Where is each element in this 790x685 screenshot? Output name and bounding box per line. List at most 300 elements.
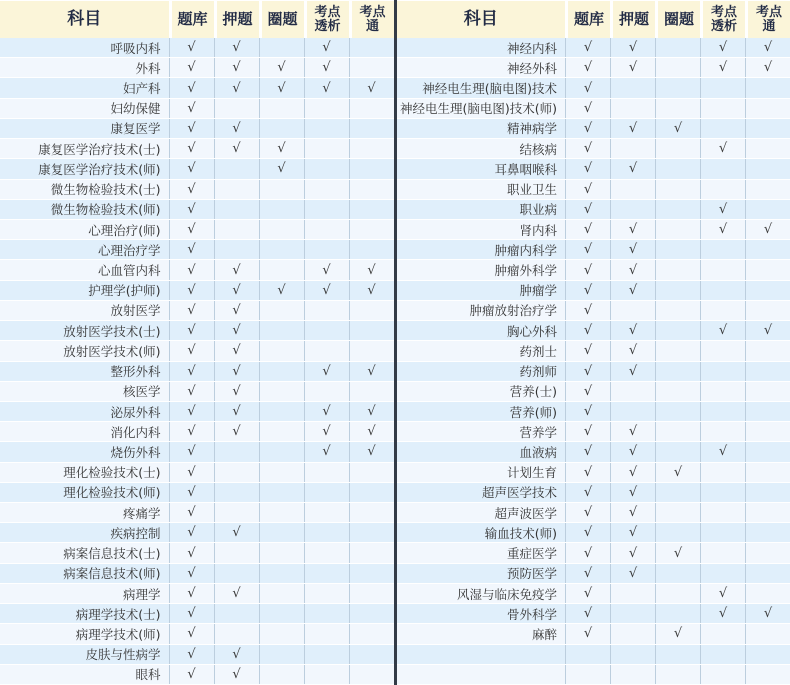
empty-cell <box>259 402 304 421</box>
checkmark-cell: √ <box>169 321 214 340</box>
checkmark-cell: √ <box>610 281 655 300</box>
empty-cell <box>610 624 655 643</box>
table-row <box>397 564 790 584</box>
table-row <box>397 442 790 462</box>
checkmark-cell: √ <box>745 58 790 77</box>
checkmark-cell: √ <box>565 220 610 239</box>
table-row <box>0 78 394 98</box>
checkmark-cell: √ <box>565 321 610 340</box>
empty-cell <box>259 321 304 340</box>
checkmark-cell: √ <box>169 58 214 77</box>
checkmark-cell: √ <box>214 321 259 340</box>
subject-cell: 病案信息技术(士) <box>63 546 161 562</box>
empty-cell <box>655 78 700 97</box>
checkmark-cell: √ <box>169 159 214 178</box>
checkmark-cell: √ <box>214 523 259 542</box>
checkmark-cell: √ <box>304 362 349 381</box>
empty-cell <box>349 624 394 643</box>
empty-cell <box>610 382 655 401</box>
empty-cell <box>700 665 745 684</box>
empty-cell <box>655 483 700 502</box>
empty-cell <box>259 240 304 259</box>
checkmark-cell: √ <box>565 624 610 643</box>
checkmark-cell: √ <box>745 38 790 57</box>
checkmark-cell: √ <box>169 624 214 643</box>
empty-cell <box>259 564 304 583</box>
checkmark-cell: √ <box>565 200 610 219</box>
empty-cell <box>349 301 394 320</box>
left-table <box>0 0 394 685</box>
table-row <box>397 645 790 665</box>
table-row <box>0 543 394 563</box>
header-circled-questions: 圈题 <box>259 1 304 38</box>
checkmark-cell: √ <box>214 58 259 77</box>
checkmark-cell: √ <box>214 139 259 158</box>
subject-cell: 肿瘤放射治疗学 <box>469 303 557 319</box>
subject-cell: 康复医学治疗技术(师) <box>38 161 161 177</box>
empty-cell <box>259 301 304 320</box>
table-row <box>397 503 790 523</box>
empty-cell <box>214 624 259 643</box>
checkmark-cell: √ <box>565 281 610 300</box>
table-row <box>0 180 394 200</box>
right-table-header <box>397 0 790 38</box>
checkmark-cell: √ <box>169 200 214 219</box>
checkmark-cell: √ <box>610 260 655 279</box>
empty-cell <box>304 483 349 502</box>
subject-cell <box>397 645 566 664</box>
empty-cell <box>745 402 790 421</box>
empty-cell <box>349 543 394 562</box>
checkmark-cell: √ <box>565 99 610 118</box>
checkmark-cell: √ <box>214 38 259 57</box>
table-row <box>0 483 394 503</box>
empty-cell <box>214 200 259 219</box>
subject-cell: 超声波医学 <box>494 505 557 521</box>
table-row <box>0 442 394 462</box>
empty-cell <box>610 180 655 199</box>
checkmark-cell: √ <box>565 564 610 583</box>
checkmark-cell: √ <box>304 422 349 441</box>
empty-cell <box>655 159 700 178</box>
empty-cell <box>745 159 790 178</box>
empty-cell <box>655 220 700 239</box>
empty-cell <box>304 180 349 199</box>
checkmark-cell: √ <box>565 604 610 623</box>
checkmark-cell: √ <box>610 442 655 461</box>
empty-cell <box>610 665 655 684</box>
empty-cell <box>565 665 610 684</box>
empty-cell <box>655 503 700 522</box>
checkmark-cell: √ <box>745 321 790 340</box>
checkmark-cell: √ <box>565 301 610 320</box>
subject-cell: 神经电生理(脑电图)技术(师) <box>399 101 557 117</box>
empty-cell <box>259 645 304 664</box>
empty-cell <box>655 260 700 279</box>
empty-cell <box>745 180 790 199</box>
table-row <box>397 58 790 78</box>
subject-cell: 放射医学技术(士) <box>63 323 161 339</box>
empty-cell <box>259 543 304 562</box>
checkmark-cell: √ <box>349 281 394 300</box>
table-row <box>397 543 790 563</box>
empty-cell <box>610 645 655 664</box>
checkmark-cell: √ <box>169 523 214 542</box>
checkmark-cell: √ <box>565 422 610 441</box>
table-row <box>397 200 790 220</box>
empty-cell <box>655 301 700 320</box>
checkmark-cell: √ <box>565 523 610 542</box>
checkmark-cell: √ <box>214 584 259 603</box>
subject-cell: 心理治疗(师) <box>88 222 161 238</box>
empty-cell <box>304 99 349 118</box>
table-row <box>0 159 394 179</box>
subject-cell: 整形外科 <box>110 364 161 380</box>
empty-cell <box>745 483 790 502</box>
empty-cell <box>610 99 655 118</box>
empty-cell <box>259 362 304 381</box>
empty-cell <box>349 180 394 199</box>
checkmark-cell: √ <box>214 281 259 300</box>
subject-cell: 微生物检验技术(师) <box>50 202 161 218</box>
checkmark-cell: √ <box>700 200 745 219</box>
empty-cell <box>700 564 745 583</box>
checkmark-cell: √ <box>169 240 214 259</box>
empty-cell <box>304 645 349 664</box>
checkmark-cell: √ <box>169 645 214 664</box>
checkmark-cell: √ <box>259 78 304 97</box>
checkmark-cell: √ <box>700 220 745 239</box>
empty-cell <box>745 665 790 684</box>
checkmark-cell: √ <box>169 604 214 623</box>
empty-cell <box>259 665 304 684</box>
empty-cell <box>745 543 790 562</box>
empty-cell <box>700 422 745 441</box>
checkmark-cell: √ <box>565 503 610 522</box>
empty-cell <box>304 463 349 482</box>
checkmark-cell: √ <box>349 362 394 381</box>
checkmark-cell: √ <box>304 78 349 97</box>
table-row <box>397 321 790 341</box>
subject-cell: 眼科 <box>135 667 161 683</box>
empty-cell <box>745 523 790 542</box>
empty-cell <box>349 119 394 138</box>
checkmark-cell: √ <box>565 362 610 381</box>
checkmark-cell: √ <box>610 321 655 340</box>
empty-cell <box>304 301 349 320</box>
table-row <box>0 119 394 139</box>
checkmark-cell: √ <box>259 139 304 158</box>
checkmark-cell: √ <box>700 604 745 623</box>
empty-cell <box>655 240 700 259</box>
checkmark-cell: √ <box>304 38 349 57</box>
empty-cell <box>214 180 259 199</box>
table-row <box>397 483 790 503</box>
checkmark-cell: √ <box>610 564 655 583</box>
empty-cell <box>700 240 745 259</box>
empty-cell <box>700 483 745 502</box>
subject-cell: 营养学 <box>519 424 557 440</box>
subject-cell: 理化检验技术(士) <box>63 465 161 481</box>
empty-cell <box>304 220 349 239</box>
table-row <box>0 624 394 644</box>
empty-cell <box>304 119 349 138</box>
empty-cell <box>655 200 700 219</box>
subject-cell: 放射医学 <box>110 303 161 319</box>
right-table-body <box>397 38 790 685</box>
checkmark-cell: √ <box>565 483 610 502</box>
checkmark-cell: √ <box>610 422 655 441</box>
subject-cell: 肿瘤学 <box>519 283 557 299</box>
subject-cell: 烧伤外科 <box>110 444 161 460</box>
subject-cell: 妇产科 <box>122 81 161 97</box>
empty-cell <box>214 503 259 522</box>
empty-cell <box>304 240 349 259</box>
subject-cell: 呼吸内科 <box>110 40 161 56</box>
empty-cell <box>349 665 394 684</box>
checkmark-cell: √ <box>610 341 655 360</box>
empty-cell <box>304 341 349 360</box>
subject-cell: 疼痛学 <box>122 505 161 521</box>
empty-cell <box>610 402 655 421</box>
empty-cell <box>700 382 745 401</box>
subject-cell: 胸心外科 <box>506 323 557 339</box>
empty-cell <box>700 180 745 199</box>
table-row <box>0 200 394 220</box>
checkmark-cell: √ <box>169 119 214 138</box>
subject-cell: 病理学 <box>122 586 161 602</box>
empty-cell <box>259 624 304 643</box>
subject-cell: 理化检验技术(师) <box>63 485 161 501</box>
empty-cell <box>349 483 394 502</box>
empty-cell <box>214 99 259 118</box>
left-table-header <box>0 0 394 38</box>
checkmark-cell: √ <box>565 240 610 259</box>
empty-cell <box>610 78 655 97</box>
empty-cell <box>349 240 394 259</box>
table-row <box>397 382 790 402</box>
table-row <box>0 99 394 119</box>
table-row <box>397 119 790 139</box>
empty-cell <box>349 38 394 57</box>
empty-cell <box>304 564 349 583</box>
subject-cell: 皮肤与性病学 <box>85 647 161 663</box>
checkmark-cell: √ <box>259 281 304 300</box>
checkmark-cell: √ <box>565 58 610 77</box>
subject-cell: 计划生育 <box>506 465 557 481</box>
subject-cell: 结核病 <box>519 141 557 157</box>
empty-cell <box>259 99 304 118</box>
checkmark-cell: √ <box>169 463 214 482</box>
checkmark-cell: √ <box>565 38 610 57</box>
table-row <box>397 523 790 543</box>
empty-cell <box>349 503 394 522</box>
empty-cell <box>700 99 745 118</box>
header-predicted-questions: 押题 <box>610 1 655 38</box>
empty-cell <box>655 422 700 441</box>
checkmark-cell: √ <box>565 159 610 178</box>
subject-cell: 放射医学技术(师) <box>63 343 161 359</box>
checkmark-cell: √ <box>169 281 214 300</box>
empty-cell <box>655 523 700 542</box>
empty-cell <box>349 341 394 360</box>
table-row <box>397 38 790 58</box>
empty-cell <box>745 503 790 522</box>
checkmark-cell: √ <box>700 58 745 77</box>
empty-cell <box>700 624 745 643</box>
checkmark-cell: √ <box>169 180 214 199</box>
empty-cell <box>304 382 349 401</box>
checkmark-cell: √ <box>214 645 259 664</box>
empty-cell <box>745 78 790 97</box>
empty-cell <box>655 58 700 77</box>
empty-cell <box>259 382 304 401</box>
empty-cell <box>349 604 394 623</box>
table-row <box>0 362 394 382</box>
empty-cell <box>700 402 745 421</box>
table-row <box>0 604 394 624</box>
subject-cell: 神经外科 <box>506 60 557 76</box>
checkmark-cell: √ <box>214 78 259 97</box>
subject-cell: 耳鼻咽喉科 <box>494 161 557 177</box>
empty-cell <box>655 321 700 340</box>
empty-cell <box>259 604 304 623</box>
table-row <box>0 58 394 78</box>
empty-cell <box>259 220 304 239</box>
checkmark-cell: √ <box>214 665 259 684</box>
empty-cell <box>214 159 259 178</box>
right-table <box>397 0 790 685</box>
checkmark-cell: √ <box>745 604 790 623</box>
checkmark-cell: √ <box>349 402 394 421</box>
table-row <box>397 281 790 301</box>
empty-cell <box>700 281 745 300</box>
subject-cell: 肿瘤外科学 <box>494 263 557 279</box>
table-row <box>0 260 394 280</box>
empty-cell <box>259 463 304 482</box>
empty-cell <box>745 645 790 664</box>
empty-cell <box>745 442 790 461</box>
checkmark-cell: √ <box>169 78 214 97</box>
checkmark-cell: √ <box>610 362 655 381</box>
empty-cell <box>259 442 304 461</box>
checkmark-cell: √ <box>169 483 214 502</box>
empty-cell <box>349 220 394 239</box>
empty-cell <box>700 523 745 542</box>
subject-cell: 职业卫生 <box>506 182 557 198</box>
checkmark-cell: √ <box>700 139 745 158</box>
subject-cell: 精神病学 <box>506 121 557 137</box>
subject-cell: 病理学技术(师) <box>75 626 161 642</box>
table-row <box>0 220 394 240</box>
empty-cell <box>214 483 259 502</box>
checkmark-cell: √ <box>169 362 214 381</box>
table-row <box>0 240 394 260</box>
header-exam-point-analysis: 考点透析 <box>700 1 745 38</box>
empty-cell <box>565 645 610 664</box>
checkmark-cell: √ <box>349 78 394 97</box>
empty-cell <box>349 321 394 340</box>
empty-cell <box>349 58 394 77</box>
subject-cell: 微生物检验技术(士) <box>50 182 161 198</box>
checkmark-cell: √ <box>169 301 214 320</box>
checkmark-cell: √ <box>169 442 214 461</box>
empty-cell <box>214 564 259 583</box>
subject-cell: 护理学(护师) <box>88 283 161 299</box>
subject-cell: 神经电生理(脑电图)技术 <box>422 81 557 97</box>
empty-cell <box>304 503 349 522</box>
empty-cell <box>745 139 790 158</box>
empty-cell <box>655 382 700 401</box>
checkmark-cell: √ <box>214 422 259 441</box>
checkmark-cell: √ <box>565 442 610 461</box>
checkmark-cell: √ <box>565 119 610 138</box>
table-row <box>0 584 394 604</box>
checkmark-cell: √ <box>169 220 214 239</box>
empty-cell <box>745 240 790 259</box>
empty-cell <box>259 503 304 522</box>
checkmark-cell: √ <box>349 260 394 279</box>
table-row <box>397 301 790 321</box>
checkmark-cell: √ <box>214 362 259 381</box>
subject-cell: 外科 <box>135 60 161 76</box>
checkmark-cell: √ <box>565 382 610 401</box>
subject-cell: 风湿与临床免疫学 <box>456 586 557 602</box>
empty-cell <box>259 260 304 279</box>
subject-cell: 药剂士 <box>519 343 557 359</box>
empty-cell <box>655 99 700 118</box>
checkmark-cell: √ <box>169 422 214 441</box>
checkmark-cell: √ <box>169 402 214 421</box>
checkmark-cell: √ <box>565 543 610 562</box>
subject-cell: 康复医学治疗技术(士) <box>38 141 161 157</box>
empty-cell <box>259 483 304 502</box>
checkmark-cell: √ <box>565 260 610 279</box>
empty-cell <box>304 584 349 603</box>
table-row <box>397 624 790 644</box>
empty-cell <box>259 119 304 138</box>
empty-cell <box>214 442 259 461</box>
subject-cell: 药剂师 <box>519 364 557 380</box>
empty-cell <box>304 200 349 219</box>
empty-cell <box>304 159 349 178</box>
subject-cell: 肾内科 <box>519 222 557 238</box>
header-question-bank: 题库 <box>565 1 610 38</box>
checkmark-cell: √ <box>214 260 259 279</box>
table-row <box>397 463 790 483</box>
checkmark-cell: √ <box>745 220 790 239</box>
table-row <box>397 402 790 422</box>
empty-cell <box>349 645 394 664</box>
table-row <box>397 260 790 280</box>
checkmark-cell: √ <box>565 584 610 603</box>
empty-cell <box>745 200 790 219</box>
empty-cell <box>700 503 745 522</box>
subject-cell: 营养(师) <box>509 404 557 420</box>
empty-cell <box>655 402 700 421</box>
empty-cell <box>214 604 259 623</box>
empty-cell <box>745 99 790 118</box>
subject-cell: 病案信息技术(师) <box>63 566 161 582</box>
subject-cell: 心理治疗学 <box>97 242 161 258</box>
checkmark-cell: √ <box>610 523 655 542</box>
empty-cell <box>700 260 745 279</box>
checkmark-cell: √ <box>565 463 610 482</box>
table-row <box>397 422 790 442</box>
empty-cell <box>655 604 700 623</box>
checkmark-cell: √ <box>214 382 259 401</box>
checkmark-cell: √ <box>304 260 349 279</box>
